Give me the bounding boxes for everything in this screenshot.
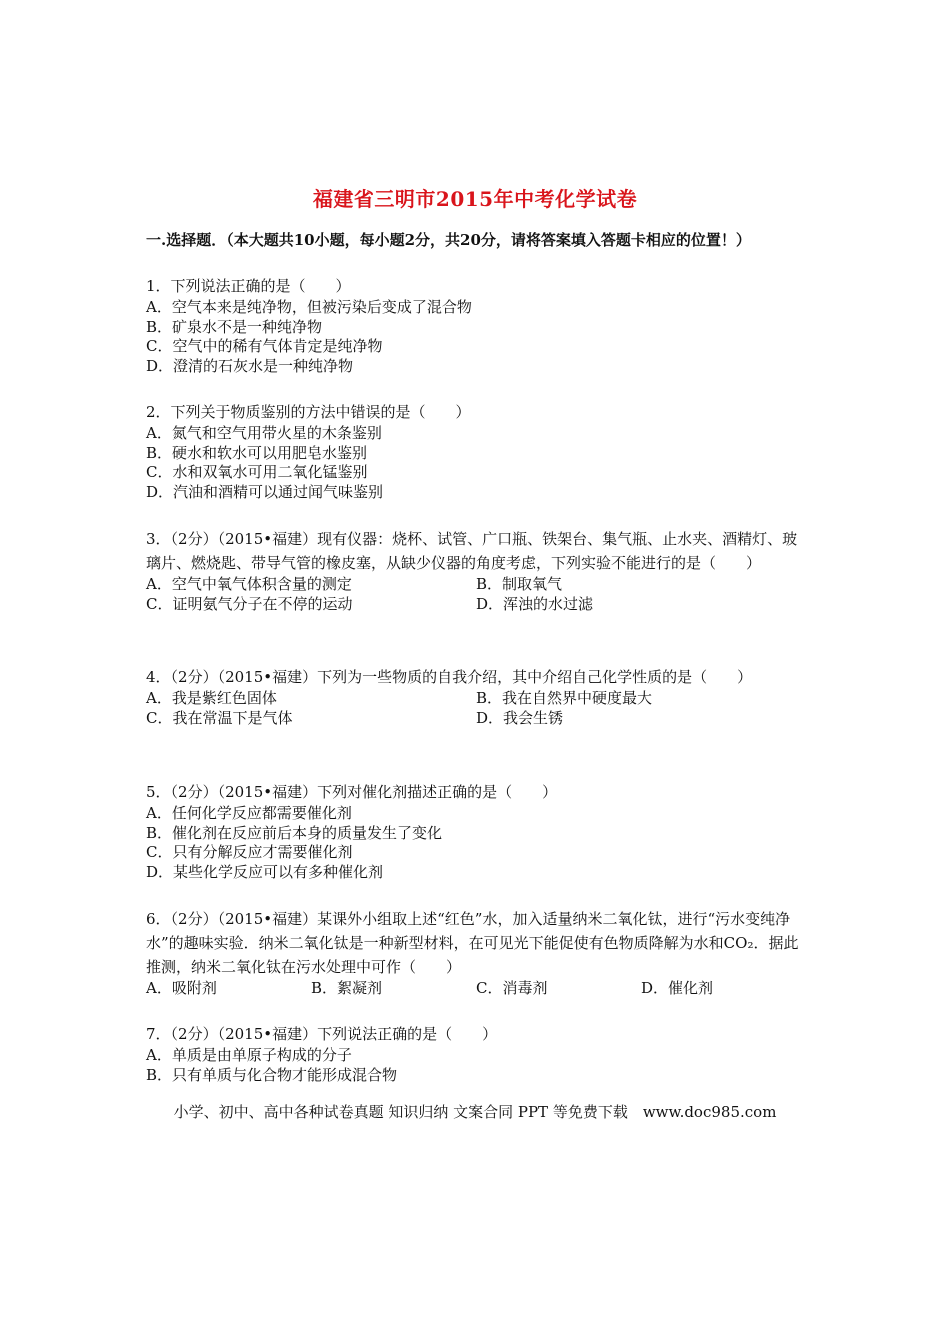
option-d: D．催化剂 <box>641 979 714 997</box>
option-c: C．水和双氧水可用二氧化锰鉴别 <box>146 463 368 481</box>
option-a: A．单质是由单原子构成的分子 <box>146 1046 352 1064</box>
question-stem: 2．下列关于物质鉴别的方法中错误的是（ ） <box>146 403 471 421</box>
option-d: D．汽油和酒精可以通过闻气味鉴别 <box>146 482 384 501</box>
question-3 <box>146 527 806 614</box>
option-d: D．我会生锈 <box>476 708 564 727</box>
question-stem: 1．下列说法正确的是（ ） <box>146 277 351 295</box>
option-c: C．我在常温下是气体 <box>146 708 293 727</box>
option-c: C．只有分解反应才需要催化剂 <box>146 843 353 861</box>
option-a: A．任何化学反应都需要催化剂 <box>146 804 352 822</box>
question-stem: 7．（2分）（2015•福建）下列说法正确的是（ ） <box>146 1025 498 1043</box>
option-b: B．制取氧气 <box>476 575 563 593</box>
option-c: C．证明氨气分子在不停的运动 <box>146 594 353 613</box>
option-b: B．催化剂在反应前后本身的质量发生了变化 <box>146 823 443 842</box>
question-6 <box>146 907 806 999</box>
question-4 <box>146 665 806 728</box>
option-b: B．我在自然界中硬度最大 <box>476 689 653 707</box>
option-b: B．硬水和软水可以用肥皂水鉴别 <box>146 443 368 462</box>
exam-title: 福建省三明市2015年中考化学试卷 <box>312 187 638 211</box>
question-2 <box>146 400 806 502</box>
question-stem: 5．（2分）（2015•福建）下列对催化剂描述正确的是（ ） <box>146 783 558 801</box>
option-d: D．澄清的石灰水是一种纯净物 <box>146 356 354 375</box>
option-a: A．空气本来是纯净物，但被污染后变成了混合物 <box>146 298 472 316</box>
option-a: A．氮气和空气用带火星的木条鉴别 <box>146 424 382 442</box>
option-c: C．消毒剂 <box>476 979 548 997</box>
option-a: A．吸附剂 <box>146 979 217 997</box>
question-7 <box>146 1022 806 1085</box>
question-stem: 6．（2分）（2015•福建）某课外小组取上述“红色”水，加入适量纳米二氧化钛，进行“污水变纯净水”的趣味实验．纳米二氧化钛是一种新型材料，在可见光下能促使有色物质降解为水和CO₂．据此推测，纳米二氧化钛在污水处理中可作（ ） <box>146 910 799 976</box>
option-d: D．浑浊的水过滤 <box>476 594 594 613</box>
option-b: B．只有单质与化合物才能形成混合物 <box>146 1065 398 1084</box>
option-b: B．矿泉水不是一种纯净物 <box>146 317 323 336</box>
section-heading: 一.选择题．（本大题共10小题，每小题2分，共20分，请将答案填入答题卡相应的位置！） <box>146 231 751 249</box>
option-c: C．空气中的稀有气体肯定是纯净物 <box>146 337 383 355</box>
question-stem: 4．（2分）（2015•福建）下列为一些物质的自我介绍，其中介绍自己化学性质的是（ ） <box>146 668 753 686</box>
option-b: B．絮凝剂 <box>311 979 383 997</box>
option-d: D．某些化学反应可以有多种催化剂 <box>146 862 384 881</box>
option-a: A．我是紫红色固体 <box>146 689 277 707</box>
question-1 <box>146 274 806 376</box>
page-footer: 小学、初中、高中各种试卷真题 知识归纳 文案合同 PPT 等免费下载 www.doc985.com <box>173 1103 777 1121</box>
question-stem: 3．（2分）（2015•福建）现有仪器：烧杯、试管、广口瓶、铁架台、集气瓶、止水夹、酒精灯、玻璃片、燃烧匙、带导气管的橡皮塞，从缺少仪器的角度考虑，下列实验不能进行的是（ ） <box>146 530 798 572</box>
question-5 <box>146 780 806 882</box>
option-a: A．空气中氧气体积含量的测定 <box>146 575 352 593</box>
